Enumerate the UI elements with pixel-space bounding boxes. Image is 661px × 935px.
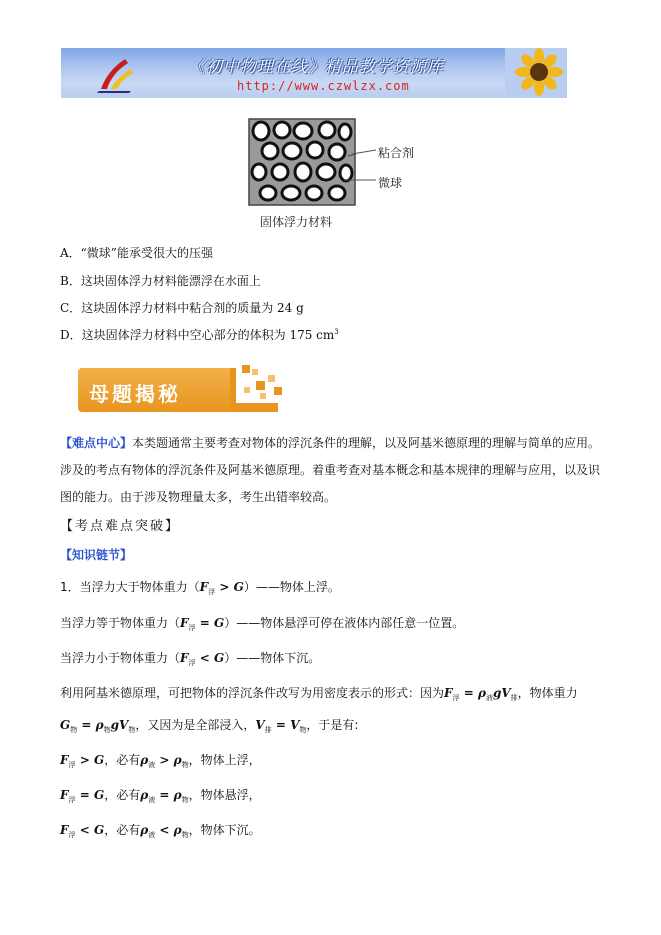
figure-caption: 固体浮力材料 — [260, 215, 333, 229]
material-figure — [248, 118, 448, 230]
option-a: A．“微球”能承受很大的压强 — [60, 246, 213, 260]
density-rule-float: $F_浮 > G$，必有$\rho_液 > \rho_物$，物体上浮， — [60, 753, 261, 769]
label-microsphere: 微球 — [378, 176, 403, 190]
mother-title-label: 母题揭秘 — [89, 382, 181, 406]
decorative-squares-icon — [230, 361, 294, 417]
rule-suspend: 当浮力等于物体重力（$F_浮$ = G）——物体悬浮可停在液体内部任意一位置。 — [60, 616, 465, 632]
option-d: D．这块固体浮力材料中空心部分的体积为 175 $cm^3$ — [60, 328, 339, 342]
logo-icon — [95, 55, 135, 93]
mother-title-banner — [78, 361, 293, 417]
knowledge-tag: 【知识链节】 — [60, 548, 133, 562]
option-b: B．这块固体浮力材料能漂浮在水面上 — [60, 274, 261, 288]
option-c: C．这块固体浮力材料中粘合剂的质量为 24 g — [60, 301, 304, 315]
figure-leader-lines — [348, 118, 378, 198]
density-rule-suspend: $F_浮 = G$，必有$\rho_液 = \rho_物$，物体悬浮， — [60, 788, 261, 804]
difficulty-paragraph — [60, 430, 605, 511]
breakthrough-heading: 【考点难点突破】 — [60, 519, 181, 534]
banner-url: http://www.czwlzx.com — [237, 79, 410, 93]
density-intro: 利用阿基米德原理，可把物体的浮沉条件改写为用密度表示的形式：因为$F_浮 = \rho_液gV_排$，物体重力 — [60, 686, 578, 702]
rule-sink: 当浮力小于物体重力（$F_浮$ < G）——物体下沉。 — [60, 651, 321, 667]
rule-float: 1．当浮力大于物体重力（$F_浮$ > G）——物体上浮。 — [60, 580, 340, 596]
header-banner — [61, 48, 567, 98]
label-binder: 粘合剂 — [378, 146, 415, 160]
sunflower-icon — [505, 48, 567, 98]
difficulty-text: 本类题通常主要考查对物体的浮沉条件的理解，以及阿基米德原理的理解与简单的应用。涉及的考点有物体的浮沉条件及阿基米德原理。着重考查对基本概念和基本规律的理解与应用，以及识图的能力。由于涉及物理量太多，考生出错率较高。 — [60, 436, 601, 504]
microsphere-diagram — [248, 118, 356, 206]
density-rule-sink: $F_浮 < G$，必有$\rho_液 < \rho_物$，物体下沉。 — [60, 823, 261, 839]
banner-title: 《初中物理在线》精品教学资源库 — [189, 57, 445, 76]
gravity-formula: $G_物 = \rho_物gV_物$，又因为是全部浸入，$V_排 = V_物$，于是有: — [60, 718, 359, 734]
difficulty-tag: 【难点中心】 — [60, 436, 133, 450]
